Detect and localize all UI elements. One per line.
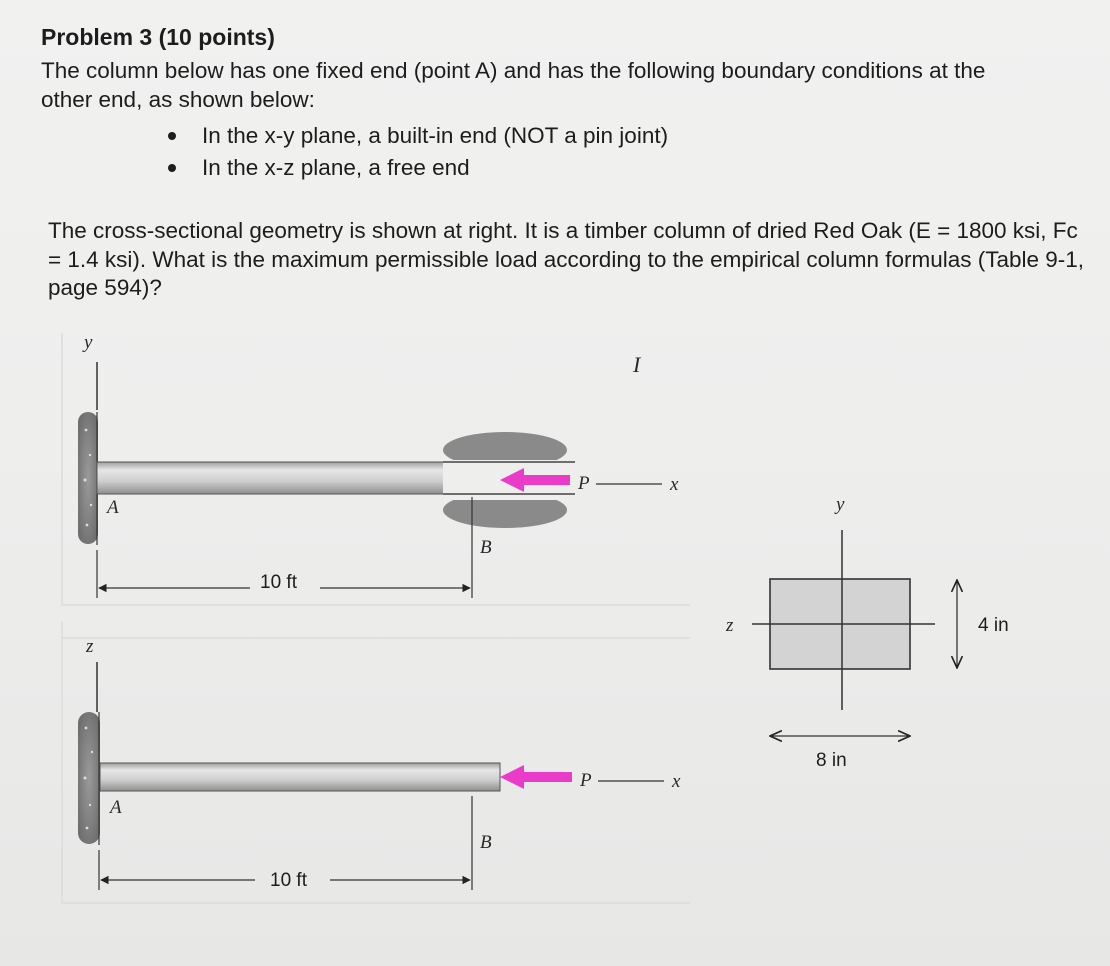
y-axis-label: y [84, 332, 93, 353]
bullet-xz-plane: In the x-z plane, a free end [160, 152, 668, 184]
column-top [97, 462, 500, 494]
point-b-label-bottom: B [480, 832, 492, 853]
load-label-bottom: P [580, 770, 592, 791]
bullet-xy-plane: In the x-y plane, a built-in end (NOT a pin joint) [160, 120, 668, 152]
point-b-label-top: B [480, 537, 492, 558]
z-axis-label: z [86, 636, 94, 657]
problem-question: The cross-sectional geometry is shown at right. It is a timber column of dried Red Oak (E = 1800 ksi, Fc = 1.4 ksi). What is the maximum permissible load according to the empirical column formulas (Table 9-1, page 594)? [48, 218, 1085, 300]
column-bottom [100, 763, 500, 791]
top-view-xy [78, 332, 679, 598]
section-y-label: y [836, 494, 845, 515]
height-label: 4 in [978, 615, 1009, 636]
bottom-view-xz [78, 636, 681, 891]
problem-intro: The column below has one fixed end (point A) and has the following boundary conditions at the other end, as shown below: [41, 58, 986, 112]
point-a-label-bottom: A [110, 797, 122, 818]
length-label-top: 10 ft [260, 572, 297, 593]
load-arrow-bottom [500, 765, 572, 789]
width-label: 8 in [816, 750, 847, 771]
x-axis-label-bottom: x [672, 771, 681, 792]
length-label-bottom: 10 ft [270, 870, 307, 891]
fixed-support-a-top [78, 412, 98, 544]
cross-section [725, 494, 1009, 771]
problem-title: Problem 3 (10 points) [41, 24, 275, 50]
stray-mark: I [633, 352, 641, 377]
panel-outlines [62, 333, 690, 903]
fixed-support-a-bottom [78, 712, 100, 844]
point-a-label-top: A [107, 497, 119, 518]
x-axis-label-top: x [670, 474, 679, 495]
load-label-top: P [578, 473, 590, 494]
section-z-label: z [726, 615, 734, 636]
